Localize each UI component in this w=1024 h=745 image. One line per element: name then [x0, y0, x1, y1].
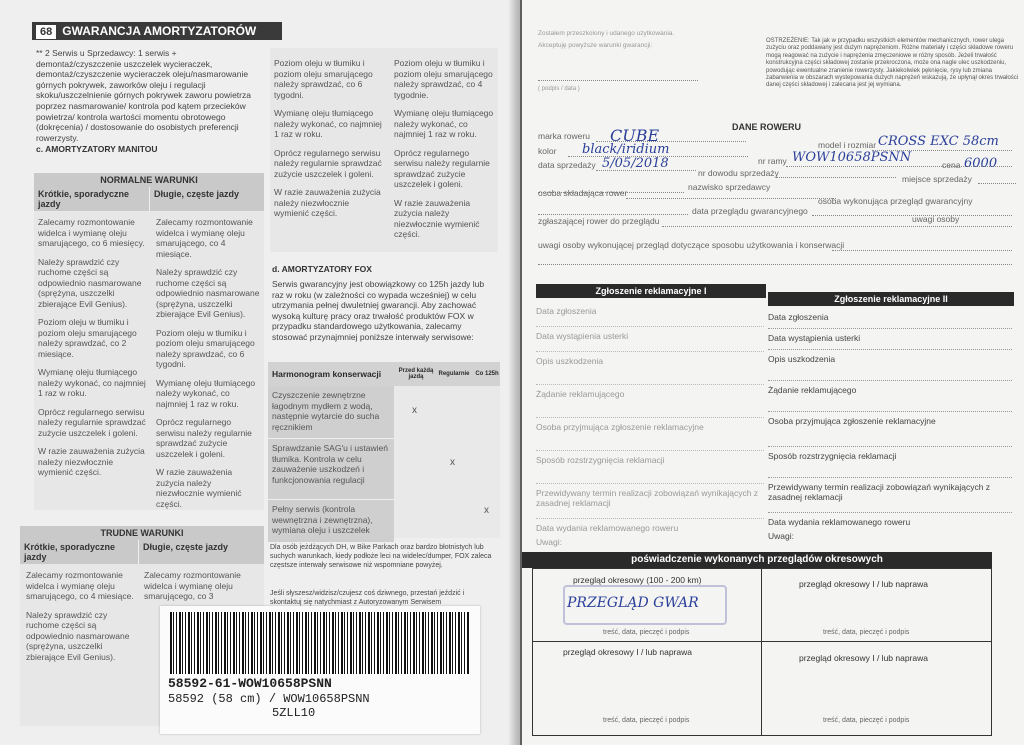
list-item: Poziom oleju w tłumiku i poziom oleju smarującego należy sprawdzać, co 4 tygodnie.	[394, 58, 493, 100]
zglaszajacej-label: zgłaszającej rower do przeglądu	[538, 216, 660, 226]
pw-cell-1-handwriting: PRZEGLĄD GWAR	[567, 595, 699, 611]
list-item: Oprócz regularnego serwisu należy regularnie sprawdzać zużycie uszczelek i goleni.	[38, 406, 146, 438]
pw-cell-3-title: przegląd okresowy I / lub naprawa	[563, 647, 692, 657]
skladajaca-line	[626, 198, 836, 199]
pw-cell-2-sign: treść, data, pieczęć i podpis	[823, 629, 910, 636]
ramy-value: WOW10658PSNN	[792, 150, 912, 165]
pw-cell-4-title: przegląd okresowy I / lub naprawa	[799, 653, 928, 663]
pw-cell-1-sign: treść, data, pieczęć i podpis	[603, 629, 690, 636]
barcode-line-2: 58592 (58 cm) / WOW10658PSNN	[168, 692, 370, 706]
claim2-field: Data wydania reklamowanego roweru	[768, 517, 911, 527]
list-item: Wymianę oleju tłumiącego należy wykonać, co najmniej 1 raz w roku.	[274, 108, 382, 139]
pw-cell-4-sign: treść, data, pieczęć i podpis	[823, 717, 910, 724]
hard-table-title: TRUDNE WARUNKI	[20, 526, 264, 540]
dowod-line	[776, 177, 896, 178]
list-item: Poziom oleju w tłumiku i poziom oleju smarującego należy sprawdzać, co 6 tygodni.	[274, 58, 373, 100]
list-item: Zalecamy rozmontowanie widelca i wymianę oleju smarującego, co 6 miesięcy.	[38, 217, 145, 248]
claim2-title: Zgłoszenie reklamacyjne II	[768, 292, 1014, 306]
pw-divider-h	[533, 641, 991, 642]
claim1-field: Uwagi:	[536, 537, 562, 547]
pw-title: poświadczenie wykonanych przeglądów okresowych	[522, 552, 992, 568]
harm-mark: x	[484, 505, 489, 516]
wykonujaca-label: osoba wykonująca przegląd gwarancyjny	[818, 196, 973, 206]
kolor-value: black/iridium	[582, 142, 670, 157]
header-title: GWARANCJA AMORTYZATORÓW	[62, 24, 257, 38]
marka-value: CUBE	[610, 126, 660, 145]
ramy-label: nr ramy	[758, 156, 787, 166]
list-item: Należy sprawdzić czy ruchome części są odpowiednio nasmarowane (sprężyna, uszczelki zbierające Evil Genius).	[26, 609, 130, 662]
page-number: 68	[36, 25, 56, 39]
list-item: Poziom oleju w tłumiku i poziom oleju smarującego należy sprawdzać, co 6 tygodni.	[156, 327, 255, 369]
intro-note: ** 2 Serwis u Sprzedawcy: 1 serwis + demontaż/czyszczenie uszczelek wycieraczek, demontaż/czyszczenie wycieraczek oleju/nasmarowanie górnych pokrywek, zaworków oleju i regulacji skoku/uszczelnienie górnych pokrywek zaworu powietrza poprzez nasmarowanie/ kontrola pod kątem przecieków powietrza/ kontrola wartości momentu obrotowego (dokręcenia) / dostosowanie do osobistych preferencji rowerzysty.	[36, 48, 251, 143]
harmonogram-table	[268, 362, 500, 538]
harm-marks	[394, 386, 500, 542]
harm-col2: Przed każdą jazdą	[398, 368, 434, 380]
mid-column-2	[386, 58, 494, 240]
claim2-field: Uwagi:	[768, 531, 794, 541]
barcode-line-1: 58592-61-WOW10658PSNN	[168, 676, 332, 691]
claim2-field: Opis uszkodzenia	[768, 354, 1012, 381]
claim1-field: Osoba przyjmująca zgłoszenie reklamacyjne	[536, 422, 764, 451]
signature-line	[538, 80, 698, 81]
pw-grid	[532, 568, 992, 736]
barcode-image	[170, 612, 470, 674]
nazwisko-label: nazwisko sprzedawcy	[688, 182, 771, 192]
hard-short-column	[26, 570, 136, 662]
cena-label: cena	[942, 160, 961, 170]
claim1-field: Przewidywany termin realizacji zobowiązań wynikających z zasadnej reklamacji	[536, 488, 764, 519]
uwagi-wyk-label: uwagi osoby wykonującej przegląd dotyczące sposobu użytkowania i konserwacji	[538, 240, 845, 250]
claim1-field: Data wydania reklamowanego roweru	[536, 523, 679, 533]
list-item: W razie zauważenia zużycia należy niezwłocznie wymienić części.	[38, 446, 145, 477]
list-item: Zalecamy rozmontowanie widelca i wymianę oleju smarującego, co 3	[144, 570, 241, 601]
note-2: Jeśli słyszesz/widzisz/czujesz coś dziwnego, przestań jeździć i skontaktuj się natychmiast z Autoryzowanym Serwisem	[270, 590, 465, 606]
list-item: Oprócz regularnego serwisu należy regularnie sprawdzać zużycie uszczelek i goleni.	[156, 417, 252, 459]
claim1-fields	[536, 306, 764, 549]
harm-mark: x	[412, 405, 417, 416]
zglaszajacej-line	[662, 226, 1012, 227]
section-d-title: d. AMORTYZATORY FOX	[272, 264, 372, 274]
claim2-fields	[768, 312, 1012, 543]
section-c-title: c. AMORTYZATORY MANITOU	[36, 144, 158, 154]
barcode-line-3: 5ZLL10	[272, 706, 316, 720]
list-item: Poziom oleju w tłumiku i poziom oleju smarującego należy sprawdzać, co 2 miesiące.	[38, 317, 137, 359]
harm-col3: Regularnie	[438, 371, 470, 377]
claim2-field: Przewidywany termin realizacji zobowiązań wynikających z zasadnej reklamacji	[768, 482, 1012, 513]
data-sprzedazy-label: data sprzedaży	[538, 160, 596, 170]
list-item: Zalecamy rozmontowanie widelca i wymianę oleju smarującego, co 4 miesiące.	[156, 217, 253, 259]
pw-divider-v	[761, 569, 762, 735]
claim1-field: Opis uszkodzenia	[536, 356, 764, 385]
normal-conditions-table	[34, 173, 264, 510]
pw-cell-3-sign: treść, data, pieczęć i podpis	[603, 717, 690, 724]
claim1-field: Sposób rozstrzygnięcia reklamacji	[536, 455, 764, 484]
list-item: W razie zauważenia zużycia należy niezwłocznie wymienić części.	[274, 187, 381, 218]
list-item: Oprócz regularnego serwisu należy regularnie sprawdzać zużycie uszczelek i goleni.	[274, 147, 382, 179]
list-item: W razie zauważenia zużycia należy niezwłocznie wymienić części.	[156, 467, 242, 509]
harm-mark: x	[450, 457, 455, 468]
normal-long-column	[148, 217, 260, 509]
model-value: CROSS EXC 58cm	[878, 134, 999, 149]
pw-cell-2-title: przegląd okresowy I / lub naprawa	[799, 579, 928, 589]
mid-table	[270, 48, 498, 252]
list-item: Wymianę oleju tłumiącego należy wykonać, co najmniej 1 raz w roku.	[38, 367, 146, 398]
data-sprzedazy-value: 5/05/2018	[602, 156, 669, 171]
page-header	[32, 22, 282, 40]
normal-short-column	[38, 217, 148, 509]
table-row: Czyszczenie zewnętrzne łagodnym mydłem z wodą, następnie wytarcie do sucha ręcznikiem	[268, 386, 394, 439]
list-item: Wymianę oleju tłumiącego należy wykonać, co najmniej 1 raz w roku.	[156, 377, 256, 409]
list-item: Oprócz regularnego serwisu należy regularnie sprawdzać zużycie uszczelek i goleni.	[394, 147, 490, 189]
claim1-field: Data wystąpienia usterki	[536, 331, 764, 352]
list-item: W razie zauważenia zużycia należy niezwłocznie wymienić części.	[394, 197, 480, 239]
normal-table-title: NORMALNE WARUNKI	[34, 173, 264, 187]
dowod-label: nr dowodu sprzedaży	[698, 168, 779, 178]
pw-cell-1-title: przegląd okresowy (100 - 200 km)	[573, 575, 702, 585]
col-long-header: Długie, częste jazdy	[139, 540, 264, 564]
uwagi-extra-line	[538, 264, 1012, 265]
claim1-title: Zgłoszenie reklamacyjne I	[536, 284, 766, 298]
claim1-field: Data zgłoszenia	[536, 306, 764, 327]
list-item: Wymianę oleju tłumiącego należy wykonać, co najmniej 1 raz w roku.	[394, 108, 494, 139]
kolor-label: kolor	[538, 146, 557, 156]
miejsce-label: miejsce sprzedaży	[902, 174, 972, 184]
top-note-1: Zostałem przeszkolony i udanego użytkowania.	[538, 30, 675, 37]
top-note-2: Akceptuję powyższe warunki gwarancji:	[538, 42, 653, 49]
model-label: model i rozmiar	[818, 140, 877, 150]
col-short-header: Krótkie, sporadyczne jazdy	[20, 540, 139, 564]
claim2-field: Żądanie reklamującego	[768, 385, 1012, 412]
claim2-field: Data wystąpienia usterki	[768, 333, 1012, 350]
data-przegladu-label: data przeglądu gwarancyjnego	[692, 206, 808, 216]
skladajaca-label: osoba składająca rower	[538, 188, 628, 198]
list-item: Należy sprawdzić czy ruchome części są odpowiednio nasmarowane (sprężyna, uszczelki zbierające Evil Genius).	[38, 256, 142, 309]
uwagi-wyk-line	[832, 250, 1012, 251]
cena-value: 6000	[964, 156, 998, 171]
warning-text: OSTRZEŻENIE: Tak jak w przypadku wszystkich elementów mechanicznych, rower ulega zużyciu oraz poddawany jest dużym naprężeniom. Różne materiały i części składowe roweru mogą reagować na zużycie i naprężenia zmęczeniowe w różny sposób. Jeżeli trwałość konstrukcyjna części składowej zostanie przekroczona, może ona nagle ulec uszkodzeniu, powodując ewentualne zranienie rowerzysty. Jakiekolwiek pęknięcie, rysy lub zmiana zabarwienia w obszarach wystepowania dużych naprężeń wskazują, że upłynął okres trwałości danej części składowej i zalecana jest jej wymiana.	[766, 38, 1019, 89]
right-page	[522, 0, 1024, 745]
table-row: Sprawdzanie SAG'u i ustawień tłumika. Kontrola w celu zauważenie uszkodzeń i funkcjonowania regulacji	[268, 439, 394, 500]
uwagi-osoby-label: uwagi osoby	[912, 214, 960, 224]
signature-label: ( podpis / data )	[538, 86, 580, 92]
claim2-field: Data zgłoszenia	[768, 312, 1012, 329]
table-row: Pełny serwis (kontrola wewnętrzna i zewnętrzna), wymiana oleju i uszczelek	[272, 504, 373, 535]
miejsce-line	[978, 183, 1016, 184]
wykonujaca-line	[538, 214, 688, 215]
list-item: Należy sprawdzić czy ruchome części są odpowiednio nasmarowane (sprężyna, uszczelki zbierające Evil Genius).	[156, 267, 260, 319]
list-item: Zalecamy rozmontowanie widelca i wymianę oleju smarującego, co 4 miesiące.	[26, 570, 134, 601]
claim2-field: Osoba przyjmująca zgłoszenie reklamacyjne	[768, 416, 1012, 447]
mid-column-1	[274, 58, 386, 240]
claim1-field: Żądanie reklamującego	[536, 389, 764, 418]
dh-note: Dla osób jeżdżących DH, w Bike Parkach oraz bardzo błotnistych lub suchych warunkach, kiedy podłoże leci na widelec/dumper, FOX zaleca częstsze interwały serwisowe niż wspomniane powyżej.	[270, 544, 492, 569]
col-short-header: Krótkie, sporadyczne jazdy	[34, 187, 150, 211]
harm-col4: Co 125h	[475, 371, 499, 377]
col-long-header: Długie, częste jazdy	[150, 187, 264, 211]
marka-label: marka roweru	[538, 131, 590, 141]
harm-title: Harmonogram konserwacji	[272, 369, 382, 379]
claim2-field: Sposób rozstrzygnięcia reklamacji	[768, 451, 1012, 478]
harm-row-labels	[268, 386, 394, 542]
dane-title: DANE ROWERU	[732, 122, 801, 132]
fox-text: Serwis gwarancyjny jest obowiązkowy co 125h jazdy lub raz w roku (w zależności co wypada wcześniej) w celu utrzymania pełnej dwuletniej gwarancji. Aby zachować wysoką kulturę pracy oraz trwałość produktów FOX w przypadku standardowego użytkowania, zalecamy stosować przynajmniej poniższe interwały serwisowe:	[272, 279, 485, 342]
